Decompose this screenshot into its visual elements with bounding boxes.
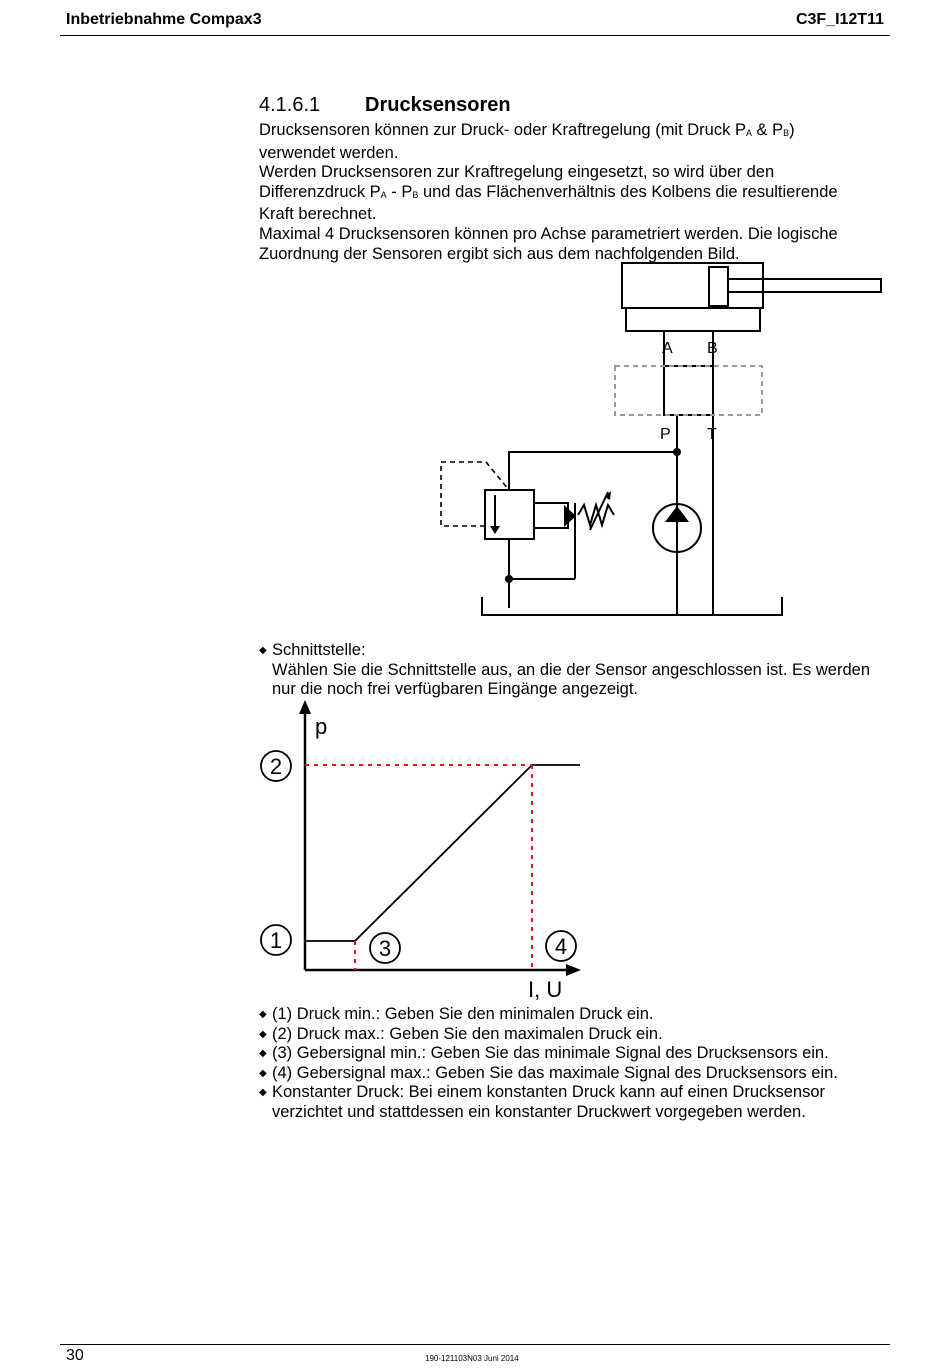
document-id: 190-121103N03 Juni 2014: [425, 1354, 519, 1363]
page-number: 30: [66, 1347, 84, 1364]
marker-4-label: 4: [554, 934, 568, 959]
intro-paragraph-3: Maximal 4 Drucksensoren können pro Achse parametriert werden. Die logische Zuordnung der Sensoren ergibt sich aus dem nachfolgenden Bild.: [259, 224, 838, 263]
port-label-t: T: [707, 426, 717, 443]
pressure-relief-valve: [485, 490, 534, 539]
intro-text: [259, 121, 879, 264]
x-axis-label: I, U: [528, 977, 563, 1002]
marker-3-label: 3: [378, 936, 392, 961]
tank-symbol: [482, 597, 782, 615]
diamond-bullet-icon: ◆: [259, 1009, 267, 1020]
interface-bullet: [259, 641, 879, 700]
characteristic-curve: [305, 765, 580, 941]
section-heading: [259, 94, 511, 117]
header-divider: [60, 35, 890, 36]
y-axis-arrow-icon: [299, 700, 311, 714]
diamond-bullet-icon: ◆: [259, 1048, 267, 1060]
directional-valve: [664, 366, 713, 415]
y-axis-label: p: [315, 714, 328, 739]
diamond-bullet-icon: ◆: [259, 1067, 267, 1079]
marker-1-label: 1: [269, 928, 283, 953]
hydraulic-diagram: [430, 255, 890, 625]
list-item: ◆ (2) Druck max.: Geben Sie den maximalen Druck ein.: [259, 1024, 663, 1043]
list-item: ◆ Konstanter Druck: Bei einem konstanten Druck kann auf einen Drucksensor verzichtet und stattdessen ein konstanter Druckwert vorgegeben werden.: [259, 1083, 826, 1121]
list-item: ◆ (1) Druck min.: Geben Sie den minimalen Druck ein.: [259, 1005, 654, 1023]
port-label-p: P: [660, 426, 671, 443]
section-number: 4.1.6.1: [259, 94, 321, 116]
parameter-bullets: [259, 1005, 879, 1123]
section-title: Drucksensoren: [365, 94, 511, 116]
list-item: ◆ Schnittstelle: Wählen Sie die Schnittstelle aus, an die der Sensor angeschlossen ist. Es werden nur die noch frei verfügbaren Eingänge angezeigt.: [259, 641, 871, 699]
diamond-bullet-icon: ◆: [259, 645, 267, 656]
cylinder-rod: [728, 279, 881, 292]
footer-divider: [60, 1344, 890, 1345]
list-item: ◆ (3) Gebersignal min.: Geben Sie das minimale Signal des Drucksensors ein.: [259, 1044, 829, 1063]
cylinder-body: [622, 263, 763, 308]
list-item: ◆ (4) Gebersignal max.: Geben Sie das maximale Signal des Drucksensors ein.: [259, 1063, 838, 1082]
header-title-right: C3F_I12T11: [795, 11, 884, 28]
marker-2-label: 2: [269, 754, 283, 779]
diamond-bullet-icon: ◆: [259, 1028, 267, 1040]
diamond-bullet-icon: ◆: [259, 1087, 267, 1099]
intro-paragraph-1: Drucksensoren können zur Druck- oder Kraftregelung (mit Druck $P_A$ & $P_B$) verwendet werden.: [259, 121, 795, 162]
sensor-curve-diagram: [255, 700, 595, 1005]
port-label-a: A: [662, 340, 673, 357]
intro-paragraph-2: Werden Drucksensoren zur Kraftregelung eingesetzt, so wird über den Differenzdruck $P_A - P_B$ und das Flächenverhältnis des Kolbens die resultierende Kraft berechnet.: [259, 163, 838, 224]
port-label-b: B: [707, 340, 718, 357]
cylinder-piston: [709, 267, 728, 306]
x-axis-arrow-icon: [566, 964, 581, 976]
header-title-left: Inbetriebnahme Compax3: [66, 11, 262, 28]
